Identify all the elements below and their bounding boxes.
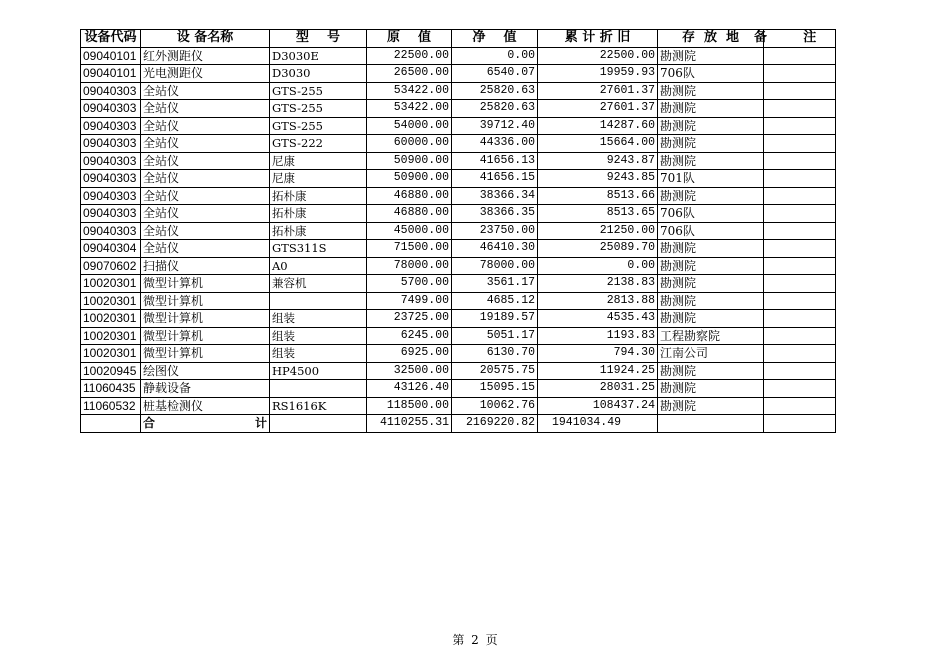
row-note	[764, 222, 836, 240]
row-code: 10020301	[81, 327, 141, 345]
row-net-value: 38366.35	[452, 205, 538, 223]
row-depreciation: 28031.25	[538, 380, 658, 398]
row-location: 勘测院	[658, 187, 764, 205]
row-location: 勘测院	[658, 152, 764, 170]
row-model: GTS311S	[270, 240, 367, 258]
row-original-value: 71500.00	[367, 240, 452, 258]
total-code-cell	[81, 415, 141, 433]
row-code: 10020301	[81, 292, 141, 310]
total-model-cell	[270, 415, 367, 433]
row-code: 10020945	[81, 362, 141, 380]
row-code: 09040303	[81, 100, 141, 118]
row-name: 全站仪	[141, 117, 270, 135]
row-location: 706队	[658, 205, 764, 223]
row-note	[764, 170, 836, 188]
header-model: 型 号	[270, 30, 367, 48]
row-original-value: 6245.00	[367, 327, 452, 345]
row-model: 拓朴康	[270, 222, 367, 240]
total-note-cell	[764, 415, 836, 433]
table-row	[81, 257, 836, 275]
row-model: GTS-255	[270, 82, 367, 100]
row-net-value: 15095.15	[452, 380, 538, 398]
row-original-value: 45000.00	[367, 222, 452, 240]
row-code: 10020301	[81, 345, 141, 363]
row-original-value: 22500.00	[367, 47, 452, 65]
row-location: 勘测院	[658, 117, 764, 135]
row-original-value: 53422.00	[367, 82, 452, 100]
row-model	[270, 292, 367, 310]
row-net-value: 38366.34	[452, 187, 538, 205]
row-depreciation: 2138.83	[538, 275, 658, 293]
row-net-value: 23750.00	[452, 222, 538, 240]
row-original-value: 78000.00	[367, 257, 452, 275]
row-depreciation: 22500.00	[538, 47, 658, 65]
table-row	[81, 170, 836, 188]
table-row	[81, 327, 836, 345]
row-original-value: 46880.00	[367, 205, 452, 223]
row-depreciation: 9243.87	[538, 152, 658, 170]
row-note	[764, 327, 836, 345]
row-note	[764, 187, 836, 205]
row-name: 全站仪	[141, 205, 270, 223]
row-net-value: 6540.07	[452, 65, 538, 83]
row-name: 微型计算机	[141, 275, 270, 293]
table-row	[81, 47, 836, 65]
row-location: 701队	[658, 170, 764, 188]
row-note	[764, 205, 836, 223]
row-note	[764, 100, 836, 118]
row-location: 勘测院	[658, 362, 764, 380]
row-name: 全站仪	[141, 135, 270, 153]
row-model: GTS-255	[270, 100, 367, 118]
header-name: 设 备名称	[141, 30, 270, 48]
row-model: HP4500	[270, 362, 367, 380]
row-depreciation: 1193.83	[538, 327, 658, 345]
row-original-value: 54000.00	[367, 117, 452, 135]
row-code: 09070602	[81, 257, 141, 275]
row-code: 09040303	[81, 187, 141, 205]
row-net-value: 3561.17	[452, 275, 538, 293]
row-original-value: 32500.00	[367, 362, 452, 380]
row-note	[764, 397, 836, 415]
table-row	[81, 82, 836, 100]
table-row	[81, 187, 836, 205]
row-name: 微型计算机	[141, 310, 270, 328]
row-net-value: 25820.63	[452, 82, 538, 100]
row-depreciation: 108437.24	[538, 397, 658, 415]
table-row	[81, 275, 836, 293]
row-original-value: 53422.00	[367, 100, 452, 118]
row-net-value: 0.00	[452, 47, 538, 65]
row-model: 组装	[270, 310, 367, 328]
row-original-value: 6925.00	[367, 345, 452, 363]
row-model	[270, 380, 367, 398]
row-note	[764, 345, 836, 363]
row-model: D3030	[270, 65, 367, 83]
row-net-value: 39712.40	[452, 117, 538, 135]
row-depreciation: 2813.88	[538, 292, 658, 310]
row-original-value: 26500.00	[367, 65, 452, 83]
row-depreciation: 14287.60	[538, 117, 658, 135]
row-name: 红外测距仪	[141, 47, 270, 65]
table-row	[81, 205, 836, 223]
row-name: 全站仪	[141, 170, 270, 188]
row-code: 09040303	[81, 135, 141, 153]
row-depreciation: 11924.25	[538, 362, 658, 380]
asset-table	[80, 29, 836, 433]
table-row	[81, 152, 836, 170]
row-code: 10020301	[81, 310, 141, 328]
row-name: 扫描仪	[141, 257, 270, 275]
row-original-value: 118500.00	[367, 397, 452, 415]
row-net-value: 44336.00	[452, 135, 538, 153]
row-model: 尼康	[270, 152, 367, 170]
row-note	[764, 292, 836, 310]
row-location: 勘测院	[658, 397, 764, 415]
row-location: 勘测院	[658, 240, 764, 258]
row-depreciation: 8513.66	[538, 187, 658, 205]
row-depreciation: 15664.00	[538, 135, 658, 153]
row-code: 09040303	[81, 205, 141, 223]
total-label-left: 合	[143, 416, 156, 431]
row-location: 勘测院	[658, 257, 764, 275]
row-model: 组装	[270, 327, 367, 345]
row-note	[764, 380, 836, 398]
table-row	[81, 65, 836, 83]
row-depreciation: 25089.70	[538, 240, 658, 258]
row-note	[764, 117, 836, 135]
page-number: 第 2 页	[452, 633, 498, 647]
table-row	[81, 100, 836, 118]
row-original-value: 50900.00	[367, 152, 452, 170]
total-label-right: 计	[254, 416, 267, 431]
row-code: 09040101	[81, 47, 141, 65]
row-depreciation: 27601.37	[538, 100, 658, 118]
row-original-value: 5700.00	[367, 275, 452, 293]
row-note	[764, 275, 836, 293]
header-original-value: 原 值	[367, 30, 452, 48]
row-code: 09040303	[81, 152, 141, 170]
row-name: 微型计算机	[141, 345, 270, 363]
row-note	[764, 152, 836, 170]
row-model: 组装	[270, 345, 367, 363]
row-name: 全站仪	[141, 240, 270, 258]
row-name: 桩基检测仪	[141, 397, 270, 415]
table-row	[81, 222, 836, 240]
row-name: 微型计算机	[141, 292, 270, 310]
row-model: D3030E	[270, 47, 367, 65]
row-model: 拓朴康	[270, 205, 367, 223]
table-row	[81, 117, 836, 135]
row-net-value: 25820.63	[452, 100, 538, 118]
row-depreciation: 4535.43	[538, 310, 658, 328]
row-location: 勘测院	[658, 82, 764, 100]
row-name: 全站仪	[141, 82, 270, 100]
header-note-text: 备 注	[754, 30, 817, 45]
row-depreciation: 794.30	[538, 345, 658, 363]
row-location: 勘测院	[658, 380, 764, 398]
table-row	[81, 362, 836, 380]
row-net-value: 4685.12	[452, 292, 538, 310]
row-name: 绘图仪	[141, 362, 270, 380]
row-note	[764, 310, 836, 328]
header-row	[81, 30, 836, 48]
row-location: 勘测院	[658, 310, 764, 328]
table-row	[81, 345, 836, 363]
row-location: 江南公司	[658, 345, 764, 363]
row-net-value: 5051.17	[452, 327, 538, 345]
row-model: A0	[270, 257, 367, 275]
row-depreciation: 8513.65	[538, 205, 658, 223]
row-code: 10020301	[81, 275, 141, 293]
header-net-value: 净 值	[452, 30, 538, 48]
row-name: 全站仪	[141, 222, 270, 240]
row-code: 09040303	[81, 82, 141, 100]
row-note	[764, 47, 836, 65]
row-location: 勘测院	[658, 275, 764, 293]
table-row	[81, 135, 836, 153]
table-row	[81, 310, 836, 328]
total-row	[81, 415, 836, 433]
row-note	[764, 240, 836, 258]
header-depreciation: 累 计 折 旧	[538, 30, 658, 48]
row-model: GTS-255	[270, 117, 367, 135]
row-depreciation: 0.00	[538, 257, 658, 275]
table-row	[81, 240, 836, 258]
row-name: 全站仪	[141, 187, 270, 205]
row-name: 微型计算机	[141, 327, 270, 345]
row-location: 勘测院	[658, 47, 764, 65]
row-code: 09040303	[81, 170, 141, 188]
row-original-value: 60000.00	[367, 135, 452, 153]
row-name: 全站仪	[141, 152, 270, 170]
row-net-value: 10062.76	[452, 397, 538, 415]
row-net-value: 46410.30	[452, 240, 538, 258]
row-code: 09040303	[81, 222, 141, 240]
row-model: RS1616K	[270, 397, 367, 415]
header-note	[754, 30, 836, 48]
row-depreciation: 27601.37	[538, 82, 658, 100]
row-note	[764, 65, 836, 83]
table-row	[81, 380, 836, 398]
row-location: 勘测院	[658, 135, 764, 153]
row-name: 静载设备	[141, 380, 270, 398]
row-original-value: 7499.00	[367, 292, 452, 310]
row-original-value: 43126.40	[367, 380, 452, 398]
row-model: 兼容机	[270, 275, 367, 293]
row-note	[764, 135, 836, 153]
row-model: 尼康	[270, 170, 367, 188]
row-net-value: 41656.13	[452, 152, 538, 170]
table-row	[81, 292, 836, 310]
row-name: 全站仪	[141, 100, 270, 118]
row-net-value: 78000.00	[452, 257, 538, 275]
header-location: 存 放 地	[658, 30, 764, 48]
row-net-value: 41656.15	[452, 170, 538, 188]
row-code: 09040304	[81, 240, 141, 258]
row-model: GTS-222	[270, 135, 367, 153]
row-location: 706队	[658, 65, 764, 83]
row-net-value: 20575.75	[452, 362, 538, 380]
total-original-value: 4110255.31	[367, 415, 452, 433]
row-code: 09040101	[81, 65, 141, 83]
row-net-value: 19189.57	[452, 310, 538, 328]
row-note	[764, 362, 836, 380]
row-depreciation: 19959.93	[538, 65, 658, 83]
row-original-value: 50900.00	[367, 170, 452, 188]
total-location-cell	[658, 415, 764, 433]
total-label	[141, 415, 270, 433]
table-row	[81, 397, 836, 415]
row-code: 11060435	[81, 380, 141, 398]
total-net-value: 2169220.82	[452, 415, 538, 433]
row-net-value: 6130.70	[452, 345, 538, 363]
row-depreciation: 9243.85	[538, 170, 658, 188]
row-location: 工程勘察院	[658, 327, 764, 345]
row-location: 勘测院	[658, 100, 764, 118]
row-location: 勘测院	[658, 292, 764, 310]
header-code: 设备代码	[81, 30, 141, 48]
row-original-value: 23725.00	[367, 310, 452, 328]
row-code: 11060532	[81, 397, 141, 415]
row-original-value: 46880.00	[367, 187, 452, 205]
total-depreciation: 1941034.49	[538, 415, 658, 433]
row-code: 09040303	[81, 117, 141, 135]
row-note	[764, 82, 836, 100]
row-depreciation: 21250.00	[538, 222, 658, 240]
row-note	[764, 257, 836, 275]
row-location: 706队	[658, 222, 764, 240]
row-name: 光电测距仪	[141, 65, 270, 83]
row-model: 拓朴康	[270, 187, 367, 205]
